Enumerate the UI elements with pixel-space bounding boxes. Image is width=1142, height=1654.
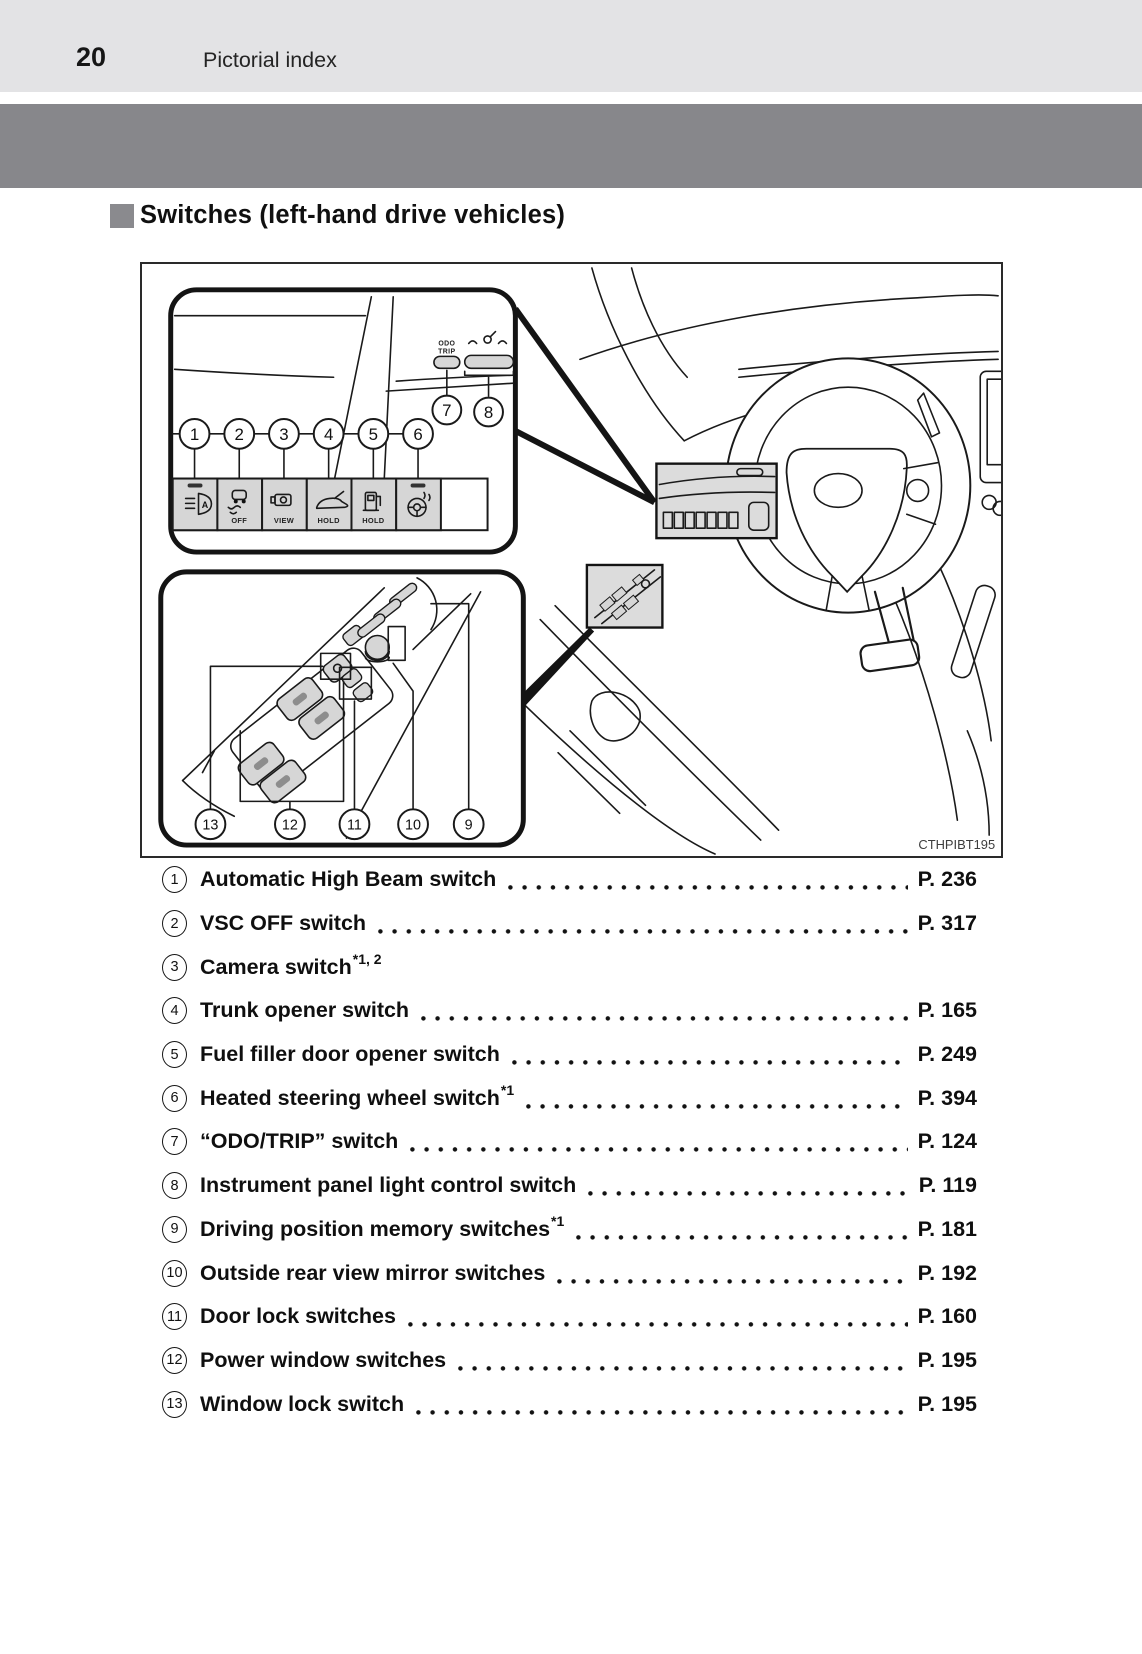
dot-leader (512, 1060, 908, 1065)
dot-leader (508, 885, 907, 890)
item-page-ref: P. 192 (917, 1260, 977, 1285)
page-number: 20 (76, 42, 107, 72)
item-number-badge: 1 (162, 866, 187, 893)
item-label: Driving position memory switches (200, 1216, 551, 1241)
callout-8: 8 (483, 402, 494, 422)
door-switches-inset (161, 572, 524, 845)
item-page-ref: P. 160 (917, 1304, 977, 1329)
item-footnote-marker: *1, 2 (352, 951, 382, 968)
item-number-badge: 11 (162, 1303, 187, 1330)
dot-leader (378, 929, 908, 934)
item-label: Fuel filler door opener switch (200, 1042, 500, 1067)
callout-4: 4 (323, 424, 334, 444)
item-number-badge: 10 (162, 1260, 187, 1287)
list-item (162, 1382, 977, 1426)
item-label: Heated steering wheel switch (200, 1085, 500, 1110)
list-item (162, 1033, 977, 1077)
list-item (162, 1251, 977, 1295)
list-item (162, 1120, 977, 1164)
car-interior-art (500, 268, 1001, 854)
item-page-ref: P. 317 (917, 911, 977, 936)
odo-trip-label2: TRIP (438, 348, 456, 356)
section-bullet-icon (110, 204, 134, 228)
item-number-badge: 3 (162, 954, 187, 981)
list-item (162, 945, 977, 989)
list-item (162, 902, 977, 946)
list-item (162, 858, 977, 902)
item-number-badge: 9 (162, 1216, 187, 1243)
item-page-ref: P. 195 (917, 1391, 977, 1416)
item-label: VSC OFF switch (200, 911, 367, 936)
item-page-ref: P. 124 (917, 1129, 977, 1154)
dash-switch-panel-highlight (656, 464, 776, 538)
item-page-ref: P. 195 (917, 1347, 977, 1372)
dash-switches-inset (171, 290, 516, 552)
item-page-ref: P. 165 (917, 998, 977, 1023)
fuel-caption: HOLD (362, 516, 385, 526)
item-label: Instrument panel light control switch (200, 1173, 577, 1198)
callout-1: 1 (189, 424, 200, 444)
list-item (162, 1208, 977, 1252)
item-number-badge: 2 (162, 910, 187, 937)
figure-code: CTHPIBT195 (918, 837, 996, 853)
item-number-badge: 6 (162, 1085, 187, 1112)
item-label: “ODO/TRIP” switch (200, 1129, 399, 1154)
list-item (162, 1295, 977, 1339)
door-switch-panel-highlight (587, 565, 662, 628)
dot-leader (576, 1235, 907, 1240)
item-page-ref: P. 249 (917, 1042, 977, 1067)
dot-leader (408, 1322, 908, 1327)
item-number-badge: 8 (162, 1172, 187, 1199)
item-number-badge: 7 (162, 1128, 187, 1155)
switch-list (162, 858, 977, 1426)
item-number-badge: 4 (162, 997, 187, 1024)
callout-6: 6 (413, 424, 423, 444)
item-footnote-marker: *1 (500, 1082, 515, 1099)
list-item (162, 1076, 977, 1120)
item-number-badge: 5 (162, 1041, 187, 1068)
item-page-ref: P. 394 (917, 1085, 977, 1110)
dash-switch-row (173, 479, 488, 531)
dot-leader (416, 1410, 908, 1415)
section-heading (110, 201, 565, 230)
item-label: Window lock switch (200, 1391, 405, 1416)
chapter-tab-band (0, 104, 1142, 188)
item-page-ref: P. 119 (918, 1173, 977, 1198)
item-label: Camera switch (200, 954, 352, 979)
auto-beam-letter: A (201, 499, 209, 510)
dot-leader (410, 1147, 907, 1152)
list-item (162, 1164, 977, 1208)
odo-trip-label: ODO (438, 340, 456, 348)
camera-caption: VIEW (273, 516, 295, 526)
callout-12: 12 (281, 817, 298, 834)
header-band (0, 0, 1142, 92)
callout-5: 5 (368, 424, 379, 444)
dot-leader (588, 1191, 909, 1196)
callout-11: 11 (346, 817, 362, 834)
callout-13: 13 (202, 817, 219, 834)
item-page-ref: P. 236 (917, 867, 977, 892)
vehicle-interior-illustration (142, 264, 1001, 856)
list-item (162, 1339, 977, 1383)
callout-7: 7 (442, 400, 452, 420)
page-section-title: Pictorial index (203, 48, 337, 72)
item-label: Automatic High Beam switch (200, 867, 497, 892)
item-label: Outside rear view mirror switches (200, 1260, 546, 1285)
vsc-off-caption: OFF (231, 516, 248, 526)
dot-leader (458, 1366, 908, 1371)
section-heading-text: Switches (left-hand drive vehicles) (140, 201, 566, 229)
item-label: Power window switches (200, 1347, 447, 1372)
callout-2: 2 (234, 424, 244, 444)
item-number-badge: 12 (162, 1347, 187, 1374)
callout-3: 3 (279, 424, 289, 444)
list-item (162, 989, 977, 1033)
dot-leader (526, 1104, 907, 1109)
dot-leader (421, 1016, 908, 1021)
trunk-caption: HOLD (317, 516, 340, 526)
callout-9: 9 (464, 817, 473, 834)
item-label: Trunk opener switch (200, 998, 410, 1023)
item-label: Door lock switches (200, 1304, 396, 1329)
callout-10: 10 (405, 817, 422, 834)
item-page-ref: P. 181 (917, 1216, 977, 1241)
item-footnote-marker: *1 (551, 1213, 565, 1230)
dot-leader (557, 1279, 907, 1284)
figure-box (140, 262, 1003, 858)
item-number-badge: 13 (162, 1391, 187, 1418)
